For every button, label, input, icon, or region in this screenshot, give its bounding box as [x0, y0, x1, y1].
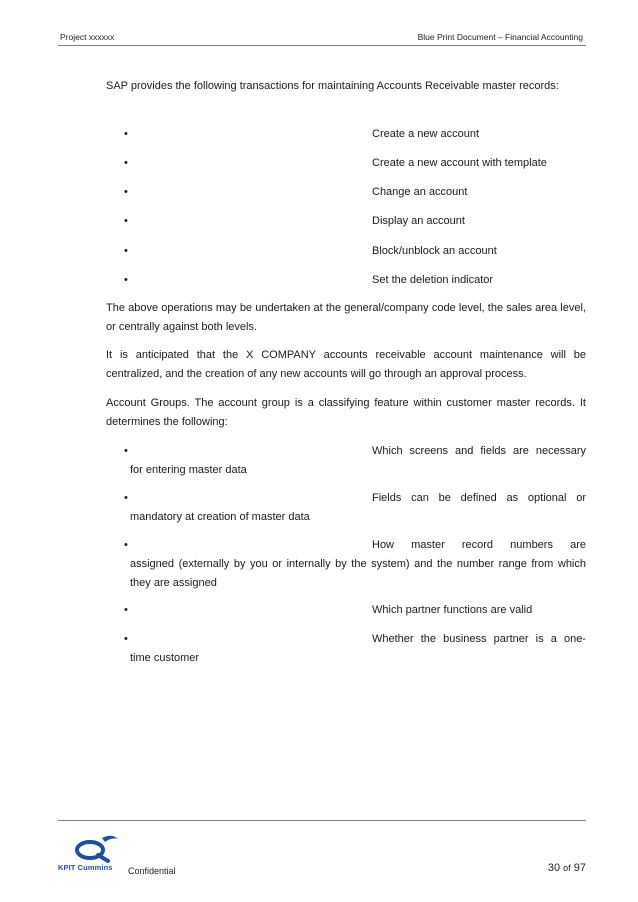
header-document-title: Blue Print Document – Financial Accounting	[417, 32, 583, 42]
page-current: 30	[547, 862, 561, 874]
bullet-icon: •	[124, 245, 128, 257]
footer-rule	[58, 820, 586, 821]
bullet-icon: •	[124, 492, 128, 504]
levels-paragraph: The above operations may be undertaken at the general/company code level, the sales area level, or centrally against both levels.	[106, 302, 586, 333]
transaction-item-deletion: • Set the deletion indicator	[124, 271, 586, 290]
determines-item-onetime: • Whether the business partner is a one- time customer	[124, 630, 586, 668]
confidential-label: Confidential	[128, 866, 176, 876]
header-rule	[58, 45, 586, 46]
header-project: Project xxxxxx	[60, 32, 115, 42]
account-groups-paragraph: Account Groups. The account group is a classifying feature within customer master records. It determines the following:	[106, 397, 586, 428]
bullet-icon: •	[124, 539, 128, 551]
bullet-icon: •	[124, 633, 128, 645]
centralized-paragraph: It is anticipated that the X COMPANY accounts receivable account maintenance will be centralized, and the creation of any new accounts will go through an approval process.	[106, 349, 586, 380]
transaction-item-create-template: • Create a new account with template	[124, 154, 586, 173]
determines-item-screens: • Which screens and fields are necessary for entering master data	[124, 442, 586, 480]
bullet-icon: •	[124, 604, 128, 616]
bullet-icon: •	[124, 128, 128, 140]
bullet-icon: •	[124, 186, 128, 198]
determines-item-fields: • Fields can be defined as optional or mandatory at creation of master data	[124, 489, 586, 527]
determines-item-numbers: • How master record numbers are assigned (externally by you or internally by the system) and the number range from which they are assigned	[124, 536, 586, 593]
determines-item-partner: • Which partner functions are valid	[124, 601, 586, 620]
page-number	[548, 862, 586, 874]
logo-text: KPIT Cummins	[58, 863, 113, 872]
transaction-item-create: • Create a new account	[124, 125, 586, 144]
transaction-item-change: • Change an account	[124, 183, 586, 202]
bullet-icon: •	[124, 274, 128, 286]
bullet-icon: •	[124, 445, 128, 457]
intro-paragraph: SAP provides the following transactions for maintaining Accounts Receivable master records:	[106, 80, 559, 92]
bullet-icon: •	[124, 215, 128, 227]
bullet-icon: •	[124, 157, 128, 169]
page-total: 97	[573, 862, 586, 874]
transaction-item-display: • Display an account	[124, 212, 586, 231]
transaction-item-block: • Block/unblock an account	[124, 242, 586, 261]
page-of: of	[563, 863, 571, 873]
